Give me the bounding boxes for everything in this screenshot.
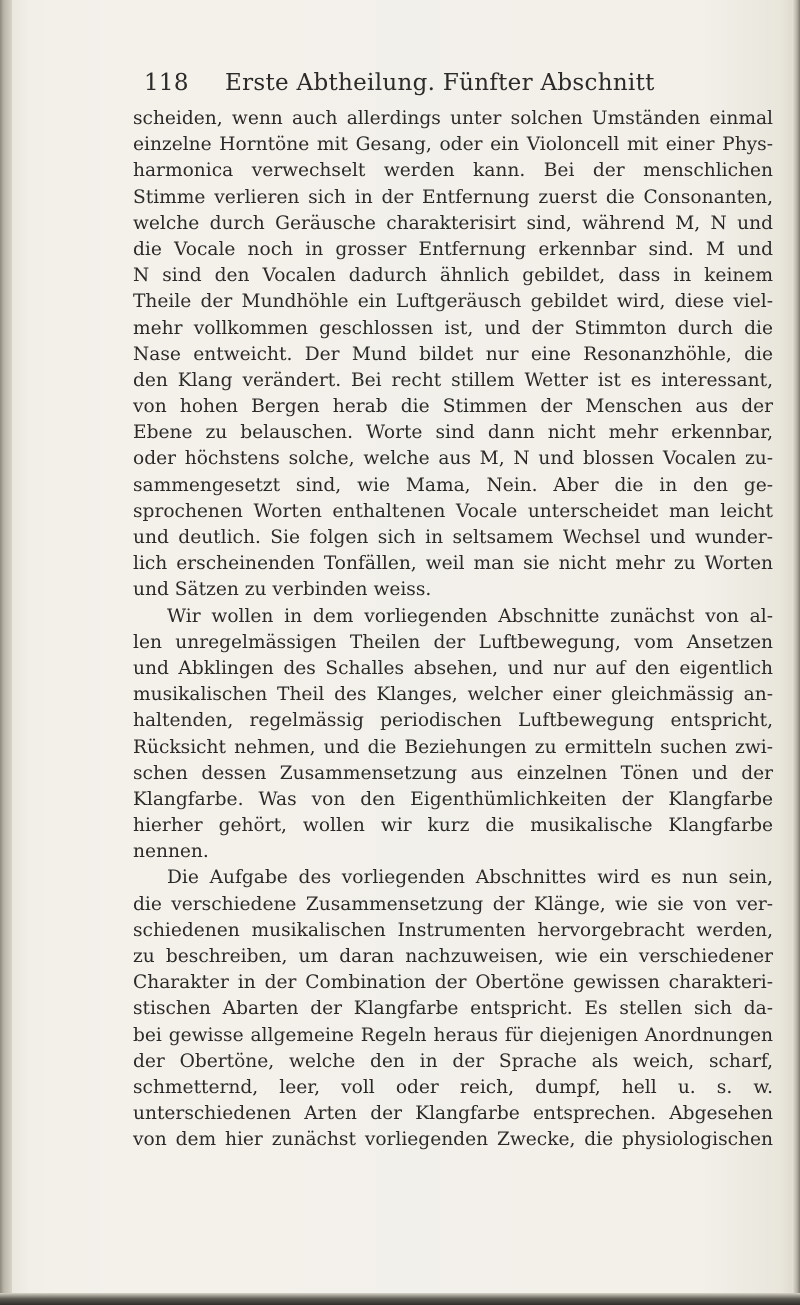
text-line: zu beschreiben, um daran nachzuweisen, wie ein verschiedener (133, 946, 773, 967)
text-line: schen dessen Zusammensetzung aus einzelnen Tönen und der (133, 762, 773, 784)
text-line: die verschiedene Zusammensetzung der Klänge, wie sie von ver- (133, 893, 773, 915)
text-line: und deutlich. Sie folgen sich in seltsamem Wechsel und wunder- (133, 527, 773, 548)
running-title: Erste Abtheilung. Fünfter Abschnitt (225, 70, 655, 96)
text-line: sammengesetzt sind, wie Mama, Nein. Aber die in den ge- (133, 474, 773, 496)
text-line: unterschiedenen Arten der Klangfarbe entsprechen. Abgesehen (133, 1103, 773, 1125)
text-line: von dem hier zunächst vorliegenden Zwecke, die physiologischen (133, 1129, 773, 1151)
text-line: haltenden, regelmässig periodischen Luftbewegung entspricht, (133, 710, 773, 732)
text-line: Rücksicht nehmen, und die Beziehungen zu ermitteln suchen zwi- (133, 736, 773, 758)
text-line: und Abklingen des Schalles absehen, und nur auf den eigentlich (133, 657, 773, 679)
text-line: harmonica verwechselt werden kann. Bei der menschlichen (133, 160, 773, 182)
text-line: scheiden, wenn auch allerdings unter solchen Umständen einmal (133, 108, 773, 129)
text-line: den Klang verändert. Bei recht stillem Wetter ist es interessant, (133, 369, 773, 391)
text-line: von hohen Bergen herab die Stimmen der Menschen aus der (133, 396, 773, 418)
text-line: hierher gehört, wollen wir kurz die musikalische Klangfarbe (133, 815, 773, 837)
text-line: Stimme verlieren sich in der Entfernung zuerst die Consonanten, (133, 186, 773, 208)
text-line: und Sätzen zu verbinden weiss. (133, 579, 432, 601)
text-line: lich erscheinenden Tonfällen, weil man sie nicht mehr zu Worten (133, 553, 773, 575)
text-line: Die Aufgabe des vorliegenden Abschnittes wird es nun sein, (167, 867, 773, 889)
text-line: nennen. (133, 841, 209, 863)
text-line: Charakter in der Combination der Obertöne gewissen charakteri- (133, 972, 773, 994)
text-line: mehr vollkommen geschlossen ist, und der Stimmton durch die (133, 317, 773, 339)
text-line: schmetternd, leer, voll oder reich, dumpf, hell u. s. w. (133, 1076, 773, 1098)
text-line: len unregelmässigen Theilen der Luftbewegung, vom Ansetzen (133, 631, 773, 653)
page-number: 118 (144, 70, 189, 96)
text-line: welche durch Geräusche charakterisirt sind, während M, N und (133, 212, 773, 234)
page-edge-bottom (0, 1293, 800, 1305)
text-line: stischen Abarten der Klangfarbe entspricht. Es stellen sich da- (133, 998, 773, 1020)
text-line: Ebene zu belauschen. Worte sind dann nicht mehr erkennbar, (133, 422, 773, 444)
page-binding-shadow (0, 0, 12, 1305)
text-line: N sind den Vocalen dadurch ähnlich gebildet, dass in keinem (133, 265, 773, 287)
text-line: Nase entweicht. Der Mund bildet nur eine Resonanzhöhle, die (133, 343, 773, 365)
text-line: Wir wollen in dem vorliegenden Abschnitte zunächst von al- (167, 605, 773, 627)
text-line: bei gewisse allgemeine Regeln heraus für diejenigen Anordnungen (133, 1024, 773, 1046)
text-line: oder höchstens solche, welche aus M, N und blossen Vocalen zu- (133, 448, 773, 470)
page-edge-right (792, 0, 800, 1305)
text-line: sprochenen Worten enthaltenen Vocale unterscheidet man leicht (133, 500, 773, 522)
body-text (133, 106, 773, 1154)
text-line: schiedenen musikalischen Instrumenten hervorgebracht werden, (133, 919, 773, 941)
text-line: Klangfarbe. Was von den Eigenthümlichkeiten der Klangfarbe (133, 788, 773, 810)
text-line: der Obertöne, welche den in der Sprache als weich, scharf, (133, 1050, 773, 1072)
text-line: Theile der Mundhöhle ein Luftgeräusch gebildet wird, diese viel- (133, 291, 773, 313)
running-header (144, 70, 704, 104)
text-line: die Vocale noch in grosser Entfernung erkennbar sind. M und (133, 238, 773, 260)
text-line: einzelne Horntöne mit Gesang, oder ein Violoncell mit einer Phys- (133, 134, 773, 156)
text-line: musikalischen Theil des Klanges, welcher einer gleichmässig an- (133, 684, 773, 706)
